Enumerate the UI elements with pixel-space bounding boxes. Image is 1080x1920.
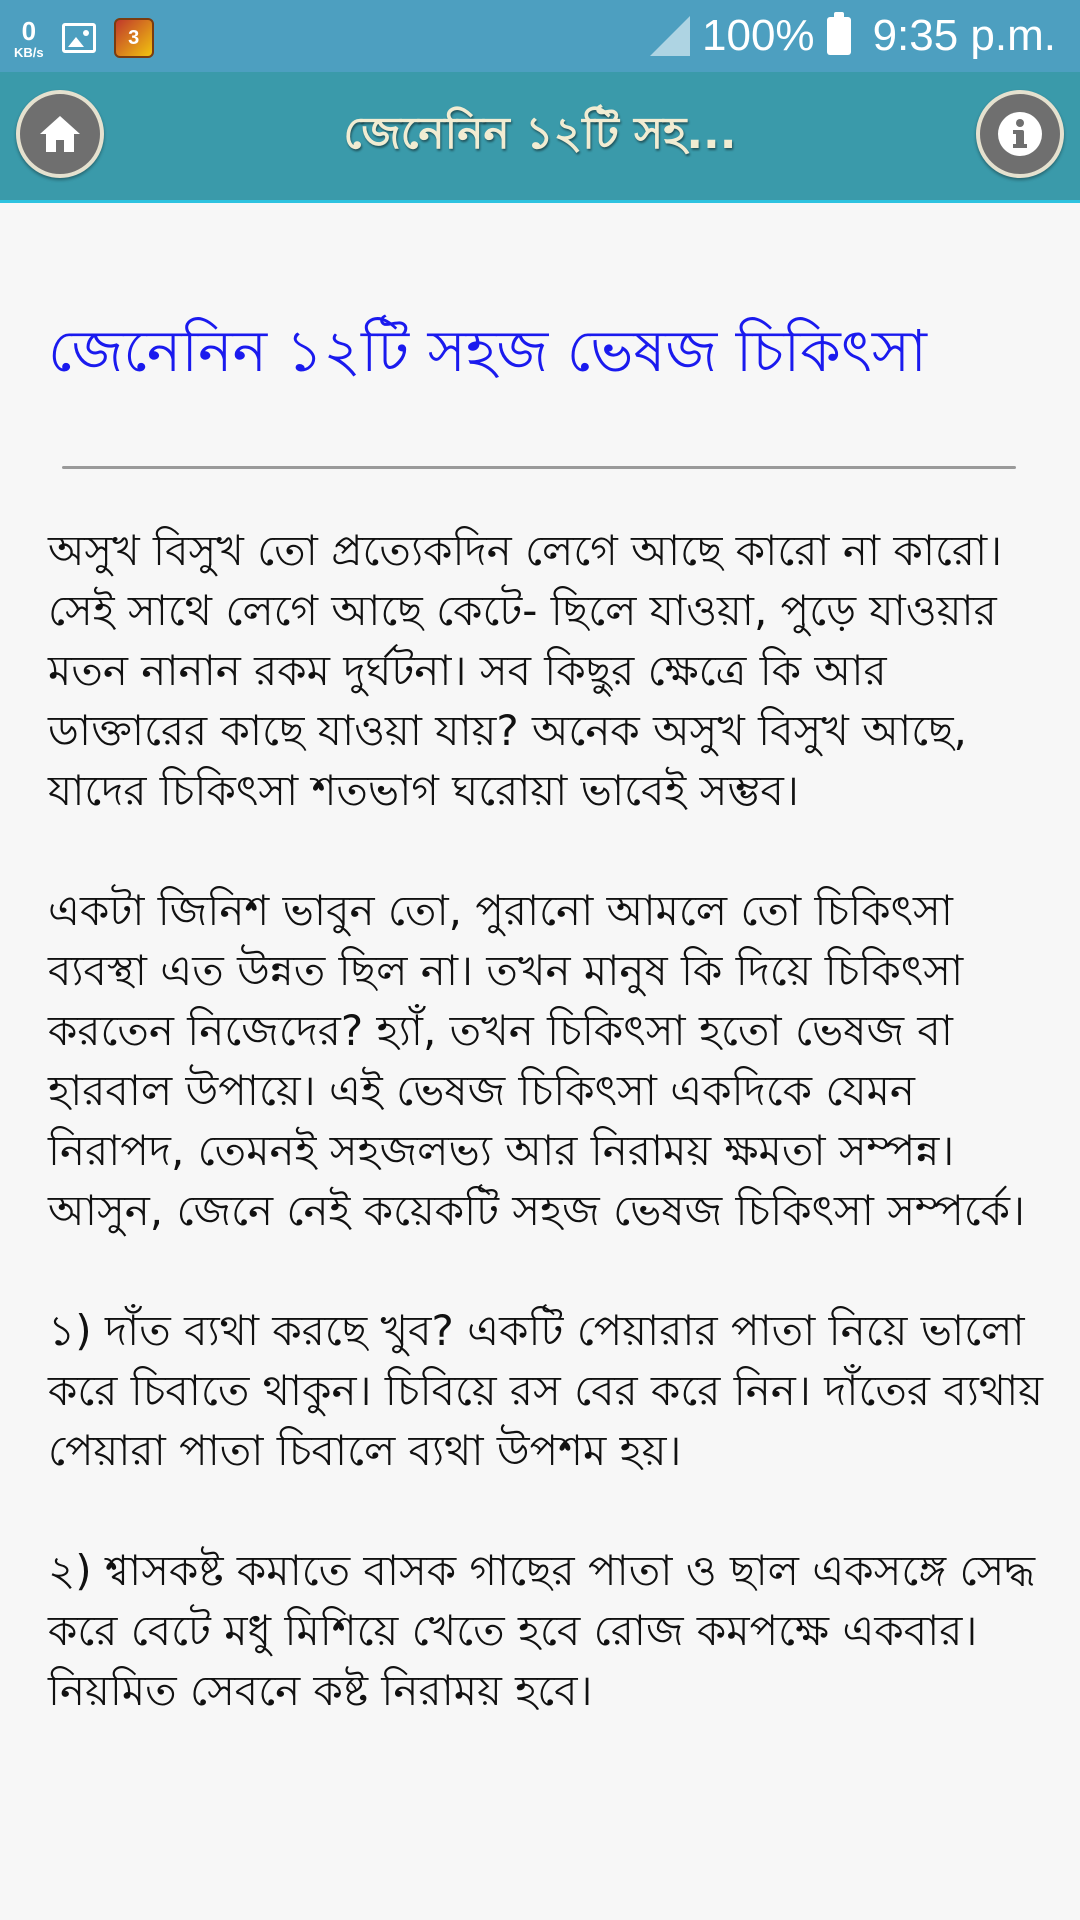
clock: 9:35 p.m. (872, 11, 1056, 60)
app-bar (0, 72, 1080, 203)
battery-percentage: 100% (702, 11, 815, 60)
info-button[interactable] (976, 90, 1064, 178)
home-button[interactable] (16, 90, 104, 178)
card-game-icon-text: 3 (128, 26, 140, 49)
status-bar (0, 0, 1080, 72)
status-notifications (14, 8, 154, 68)
home-icon (37, 111, 83, 157)
article-paragraph: একটা জিনিশ ভাবুন তো, পুরানো আমলে তো চিকিৎসা ব্যবস্থা এত উন্নত ছিল না। তখন মানুষ কি দিয়ে চিকিৎসা করতেন নিজেদের? হ্যাঁ, তখন চিকিৎসা হতো ভেষজ বা হারবাল উপায়ে। এই ভেষজ চিকিৎসা একদিকে যেমন নিরাপদ, তেমনই সহজলভ্য আর নিরাময় ক্ষমতা সম্পন্ন। আসুন, জেনে নেই কয়েকটি সহজ ভেষজ চিকিৎসা সম্পর্কে। (48, 886, 1026, 1235)
title-divider (62, 466, 1016, 469)
article-title: জেনেনিন ১২টি সহজ ভেষজ চিকিৎসা (48, 317, 927, 385)
card-game-notification-icon (114, 18, 154, 58)
article-content[interactable] (0, 203, 1080, 1920)
article-paragraph: ১) দাঁত ব্যথা করছে খুব? একটি পেয়ারার পাতা নিয়ে ভালো করে চিবাতে থাকুন। চিবিয়ে রস বের করে নিন। দাঁতের ব্যথায় পেয়ারা পাতা চিবালে ব্যথা উপশম হয়। (48, 1306, 1044, 1475)
battery-icon (827, 17, 851, 55)
status-system (650, 0, 1056, 72)
article-paragraph: অসুখ বিসুখ তো প্রত্যেকদিন লেগে আছে কারো না কারো। সেই সাথে লেগে আছে কেটে- ছিলে যাওয়া, পুড়ে যাওয়ার মতন নানান রকম দুর্ঘটনা। সব কিছুর ক্ষেত্রে কি আর ডাক্তারের কাছে যাওয়া যায়? অনেক অসুখ বিসুখ আছে, যাদের চিকিৎসা শতভাগ ঘরোয়া ভাবেই সম্ভব। (48, 526, 1003, 815)
article-body (48, 521, 1048, 1781)
network-speed-value: 0 (21, 15, 37, 46)
article-paragraph: ২) শ্বাসকষ্ট কমাতে বাসক গাছের পাতা ও ছাল একসঙ্গে সেদ্ধ করে বেটে মধু মিশিয়ে খেতে হবে রোজ কমপক্ষে একবার। নিয়মিত সেবনে কষ্ট নিরাময় হবে। (48, 1546, 1036, 1715)
gallery-notification-icon (62, 23, 96, 53)
network-speed-unit: KB/s (14, 44, 44, 60)
app-bar-title: জেনেনিন ১২টি সহ... (343, 107, 737, 159)
network-speed-indicator (14, 15, 44, 60)
info-icon (995, 109, 1045, 159)
signal-strength-icon (650, 16, 690, 56)
